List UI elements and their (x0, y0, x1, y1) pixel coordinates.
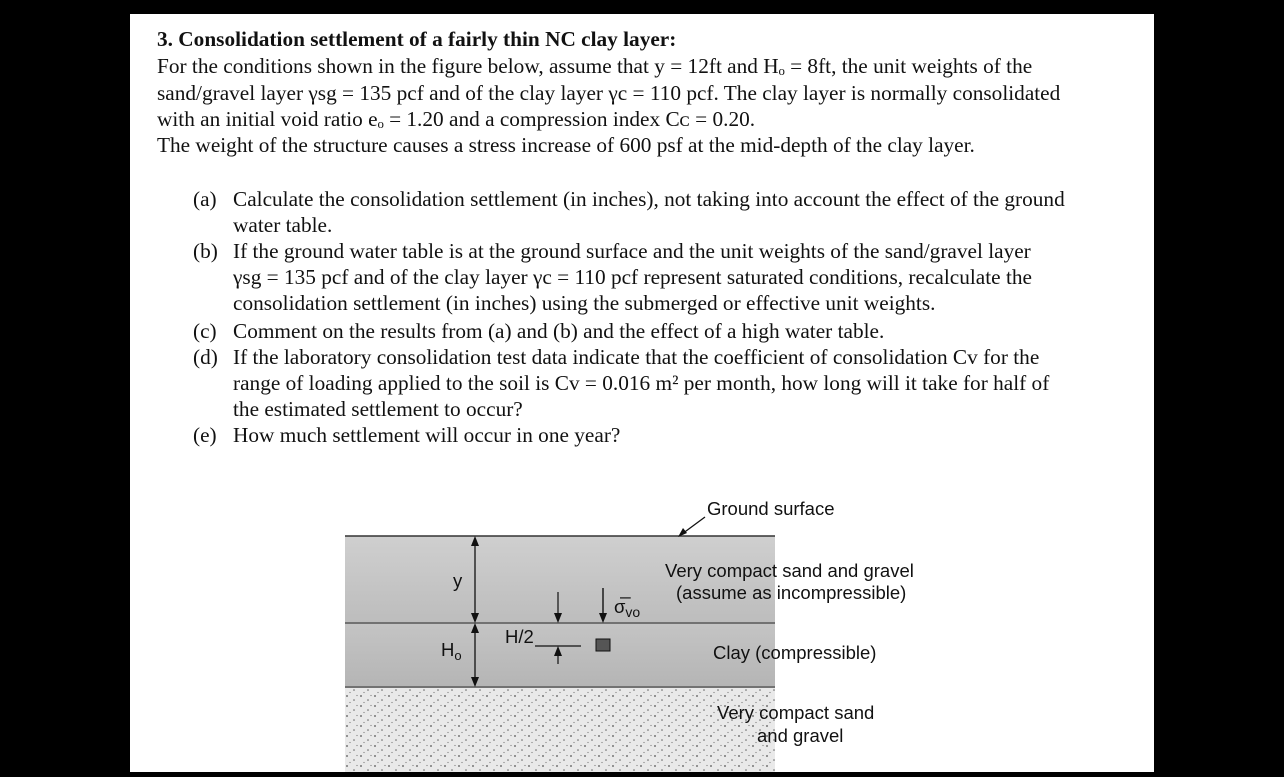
part-e-line-1: How much settlement will occur in one year? (233, 423, 621, 447)
part-a-label: (a) (193, 187, 217, 211)
part-d-line-1: If the laboratory consolidation test data indicate that the coefficient of consolidation Cv for the (233, 345, 1040, 369)
label-sand-lower-1: Very compact sand (717, 702, 875, 723)
part-a-line-2: water table. (233, 213, 333, 237)
part-a (130, 186, 1154, 238)
intro-line-1-text: For the conditions shown in the figure below, assume that y = 12ft and Hₒ = 8ft, the unit weights of the (157, 54, 1033, 78)
part-d-label: (d) (193, 345, 218, 369)
label-stress (614, 596, 640, 618)
part-c-line-1: Comment on the results from (a) and (b) and the effect of a high water table. (233, 319, 885, 343)
label-stress-sub: vo (625, 604, 641, 620)
label-clay: Clay (compressible) (713, 642, 877, 663)
problem-title: 3. Consolidation settlement of a fairly thin NC clay layer: (157, 27, 677, 51)
document-page (130, 14, 1154, 772)
part-b-line-2: γsg = 135 pcf and of the clay layer γc = 110 pcf represent saturated conditions, recalculate the (233, 265, 1032, 289)
part-b-line-1: If the ground water table is at the ground surface and the unit weights of the sand/gravel layer (233, 239, 1031, 263)
label-stress-symbol: σ̅ (614, 596, 626, 617)
sand-gravel-lower-layer (345, 688, 775, 772)
part-e (130, 422, 1154, 448)
intro-line-1 (157, 53, 1032, 79)
part-b (130, 238, 1154, 316)
part-d-line-2: range of loading applied to the soil is Cv = 0.016 m² per month, how long will it take for half of (233, 371, 1050, 395)
label-dim-half: H/2 (505, 626, 534, 647)
soil-profile-figure (345, 484, 950, 772)
label-sand-upper-1: Very compact sand and gravel (665, 560, 914, 581)
part-c (130, 318, 1154, 344)
label-ground-surface: Ground surface (707, 498, 835, 519)
intro-line-3: with an initial void ratio eₒ = 1.20 and a compression index Cᴄ = 0.20. (157, 107, 756, 131)
soil-profile-diagram (345, 484, 950, 772)
part-e-label: (e) (193, 423, 217, 447)
part-b-label: (b) (193, 239, 218, 263)
label-sand-lower-2: and gravel (757, 725, 844, 746)
intro-line-2: sand/gravel layer γsg = 135 pcf and of the clay layer γc = 110 pcf. The clay layer is normally consolidated (157, 81, 1061, 105)
part-c-label: (c) (193, 319, 217, 343)
intro-line-4: The weight of the structure causes a stress increase of 600 psf at the mid-depth of the clay layer. (157, 133, 975, 157)
label-sand-upper-2: (assume as incompressible) (676, 582, 907, 603)
label-dim-ho-sub: o (454, 648, 462, 663)
part-b-line-3: consolidation settlement (in inches) using the submerged or effective unit weights. (233, 291, 936, 315)
label-dim-ho-main: H (441, 639, 455, 660)
part-d-line-3: the estimated settlement to occur? (233, 397, 523, 421)
label-dim-y: y (453, 570, 463, 591)
part-a-line-1: Calculate the consolidation settlement (in inches), not taking into account the effect of the ground (233, 187, 1065, 211)
soil-element-square (596, 639, 610, 651)
label-dim-ho (441, 639, 462, 661)
part-d (130, 344, 1154, 422)
